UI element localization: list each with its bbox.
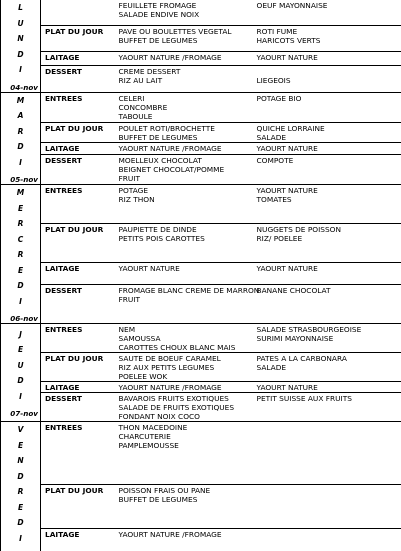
dish-line: LIEGEOIS: [257, 76, 399, 85]
dish-line: YAOURT NATURE: [257, 383, 399, 392]
dish-option-2: [255, 324, 401, 353]
dish-line: PATES A LA CARBONARA: [257, 354, 399, 363]
day-date: 05-nov: [1, 175, 40, 184]
dish-option-1: [107, 52, 255, 66]
course-category: DESSERT: [41, 66, 107, 92]
dish-line: YAOURT NATURE /FROMAGE: [119, 383, 253, 392]
day-label-cell: [1, 92, 41, 185]
dish-option-2: [255, 353, 401, 382]
course-category: PLAT DU JOUR: [41, 224, 107, 263]
dish-line: SALADE ENDIVE NOIX: [119, 10, 253, 19]
dish-option-1: [107, 284, 255, 323]
day-letter: D: [17, 473, 23, 481]
day-name-vertical: [1, 422, 40, 546]
day-letter: M: [17, 97, 24, 105]
dish-line: FRUIT: [119, 174, 253, 183]
menu-row: [1, 284, 401, 323]
dish-option-2: [255, 224, 401, 263]
dish-option-2: [255, 284, 401, 323]
course-category: ENTREES: [41, 185, 107, 224]
dish-line: COMPOTE: [257, 156, 399, 165]
menu-row: [1, 382, 401, 393]
course-category: ENTREES: [41, 92, 107, 122]
dish-option-1: [107, 25, 255, 51]
menu-row: [1, 353, 401, 382]
day-letter: E: [18, 442, 23, 450]
dish-line: PETITS POIS CAROTTES: [119, 234, 253, 243]
course-category: PLAT DU JOUR: [41, 485, 107, 529]
day-letter: D: [17, 51, 23, 59]
course-category: DESSERT: [41, 393, 107, 422]
dish-line: SALADE STRASBOURGEOISE: [257, 325, 399, 334]
dish-line: ROTI FUME: [257, 27, 399, 36]
dish-line: FRUIT: [119, 295, 253, 304]
day-letter: J: [19, 331, 22, 339]
dish-option-2: [255, 0, 401, 25]
dish-line: YAOURT NATURE: [257, 144, 399, 153]
menu-row: [1, 52, 401, 66]
menu-row: [1, 66, 401, 92]
dish-option-2: [255, 485, 401, 529]
dish-line: CREME DESSERT: [119, 67, 253, 76]
dish-line: NEM: [119, 325, 253, 334]
day-letter: A: [18, 112, 24, 120]
dish-option-1: [107, 393, 255, 422]
dish-line: YAOURT NATURE /FROMAGE: [119, 530, 253, 539]
dish-line: THON MACEDOINE: [119, 423, 253, 432]
day-letter: N: [17, 457, 23, 465]
dish-line: CAROTTES CHOUX BLANC MAIS: [119, 343, 253, 352]
course-category: LAITAGE: [41, 143, 107, 154]
dish-line: RIZ AUX PETITS LEGUMES: [119, 363, 253, 372]
dish-option-1: [107, 143, 255, 154]
dish-line: TOMATES: [257, 195, 399, 204]
dish-line: YAOURT NATURE /FROMAGE: [119, 53, 253, 62]
menu-row: [1, 185, 401, 224]
dish-line: HARICOTS VERTS: [257, 36, 399, 45]
dish-option-1: [107, 422, 255, 485]
menu-body: [1, 0, 401, 551]
day-letter: R: [18, 220, 24, 228]
dish-line: OEUF MAYONNAISE: [257, 1, 399, 10]
course-category: LAITAGE: [41, 52, 107, 66]
day-letter: V: [18, 426, 24, 434]
dish-line: YAOURT NATURE: [119, 264, 253, 273]
dish-option-2: [255, 185, 401, 224]
dish-option-2: [255, 25, 401, 51]
dish-line: SAUTE DE BOEUF CARAMEL: [119, 354, 253, 363]
day-letter: I: [19, 66, 22, 74]
dish-line: SAMOUSSA: [119, 334, 253, 343]
dish-option-2: [255, 393, 401, 422]
day-name-vertical: [1, 93, 40, 171]
dish-line: RIZ/ POELEE: [257, 234, 399, 243]
dish-option-1: [107, 528, 255, 551]
day-letter: E: [18, 205, 23, 213]
menu-row: [1, 92, 401, 122]
dish-option-2: [255, 263, 401, 285]
dish-line: [257, 67, 399, 76]
day-letter: E: [18, 267, 23, 275]
dish-option-2: [255, 66, 401, 92]
day-letter: M: [17, 189, 24, 197]
day-letter: U: [17, 362, 23, 370]
dish-line: YAOURT NATURE: [257, 53, 399, 62]
menu-row: [1, 25, 401, 51]
dish-line: BUFFET DE LEGUMES: [119, 495, 253, 504]
day-letter: R: [18, 128, 24, 136]
dish-option-2: [255, 154, 401, 184]
dish-option-1: [107, 485, 255, 529]
day-letter: I: [19, 298, 22, 306]
course-category: PLAT DU JOUR: [41, 353, 107, 382]
dish-option-2: [255, 122, 401, 143]
dish-line: FROMAGE BLANC CREME DE MARRON: [119, 286, 253, 295]
dish-line: POISSON FRAIS OU PANE: [119, 486, 253, 495]
dish-option-1: [107, 66, 255, 92]
day-label-cell: [1, 422, 41, 551]
dish-line: SURIMI MAYONNAISE: [257, 334, 399, 343]
menu-row: [1, 528, 401, 551]
dish-line: YAOURT NATURE /FROMAGE: [119, 144, 253, 153]
day-letter: R: [18, 488, 24, 496]
day-letter: D: [17, 377, 23, 385]
day-label-cell: [1, 185, 41, 324]
menu-row: [1, 324, 401, 353]
day-date: 07-nov: [1, 409, 40, 418]
course-category: LAITAGE: [41, 528, 107, 551]
dish-line: POTAGE: [119, 186, 253, 195]
dish-line: BANANE CHOCOLAT: [257, 286, 399, 295]
day-letter: I: [19, 159, 22, 167]
day-date: 06-nov: [1, 314, 40, 323]
day-letter: N: [17, 35, 23, 43]
dish-line: MOELLEUX CHOCOLAT: [119, 156, 253, 165]
dish-option-1: [107, 0, 255, 25]
day-letter: E: [18, 504, 23, 512]
course-category: ENTREES: [41, 422, 107, 485]
dish-option-1: [107, 154, 255, 184]
menu-row: [1, 422, 401, 485]
dish-option-2: [255, 143, 401, 154]
day-letter: I: [19, 393, 22, 401]
dish-line: FEUILLETE FROMAGE: [119, 1, 253, 10]
dish-line: POELEE WOK: [119, 372, 253, 381]
dish-option-1: [107, 263, 255, 285]
day-label-cell: [1, 0, 41, 92]
course-category: PLAT DU JOUR: [41, 25, 107, 51]
menu-row: [1, 263, 401, 285]
dish-line: POTAGE BIO: [257, 94, 399, 103]
dish-line: BUFFET DE LEGUMES: [119, 133, 253, 142]
dish-line: RIZ AU LAIT: [119, 76, 253, 85]
course-category: [41, 0, 107, 25]
menu-row: [1, 143, 401, 154]
day-letter: R: [18, 251, 24, 259]
dish-option-1: [107, 382, 255, 393]
menu-row: [1, 485, 401, 529]
dish-line: SALADE DE FRUITS EXOTIQUES: [119, 403, 253, 412]
course-category: ENTREES: [41, 324, 107, 353]
dish-option-2: [255, 528, 401, 551]
dish-line: FONDANT NOIX COCO: [119, 412, 253, 421]
dish-line: TABOULE: [119, 112, 253, 121]
dish-line: CHARCUTERIE: [119, 432, 253, 441]
dish-line: PAMPLEMOUSSE: [119, 441, 253, 450]
dish-line: BEIGNET CHOCOLAT/POMME: [119, 165, 253, 174]
day-name-vertical: [1, 185, 40, 309]
dish-option-1: [107, 224, 255, 263]
course-category: PLAT DU JOUR: [41, 122, 107, 143]
dish-line: RIZ THON: [119, 195, 253, 204]
day-name-vertical: [1, 0, 40, 78]
dish-line: BAVAROIS FRUITS EXOTIQUES: [119, 394, 253, 403]
dish-line: CONCOMBRE: [119, 103, 253, 112]
dish-line: SALADE: [257, 363, 399, 372]
day-letter: U: [17, 20, 23, 28]
day-label-cell: [1, 324, 41, 422]
dish-line: PAVE OU BOULETTES VEGETAL: [119, 27, 253, 36]
dish-option-1: [107, 324, 255, 353]
day-letter: D: [17, 519, 23, 527]
day-letter: D: [17, 282, 23, 290]
dish-line: NUGGETS DE POISSON: [257, 225, 399, 234]
menu-row: [1, 393, 401, 422]
dish-option-1: [107, 353, 255, 382]
dish-line: QUICHE LORRAINE: [257, 124, 399, 133]
course-category: DESSERT: [41, 284, 107, 323]
dish-option-2: [255, 92, 401, 122]
dish-line: SALADE: [257, 133, 399, 142]
dish-option-1: [107, 185, 255, 224]
course-category: LAITAGE: [41, 382, 107, 393]
menu-row: [1, 122, 401, 143]
day-date: 04-nov: [1, 83, 40, 92]
course-category: LAITAGE: [41, 263, 107, 285]
day-letter: L: [18, 4, 23, 12]
day-letter: I: [19, 535, 22, 543]
dish-line: POULET ROTI/BROCHETTE: [119, 124, 253, 133]
dish-option-2: [255, 52, 401, 66]
dish-option-1: [107, 92, 255, 122]
day-name-vertical: [1, 327, 40, 405]
dish-line: PAUPIETTE DE DINDE: [119, 225, 253, 234]
day-letter: D: [17, 143, 23, 151]
dish-line: CELERI: [119, 94, 253, 103]
dish-line: YAOURT NATURE: [257, 264, 399, 273]
dish-line: BUFFET DE LEGUMES: [119, 36, 253, 45]
dish-line: YAOURT NATURE: [257, 186, 399, 195]
day-letter: E: [18, 346, 23, 354]
dish-option-2: [255, 382, 401, 393]
menu-row: [1, 0, 401, 25]
menu-row: [1, 224, 401, 263]
dish-option-2: [255, 422, 401, 485]
menu-row: [1, 154, 401, 184]
day-letter: C: [18, 236, 24, 244]
course-category: DESSERT: [41, 154, 107, 184]
dish-option-1: [107, 122, 255, 143]
dish-line: PETIT SUISSE AUX FRUITS: [257, 394, 399, 403]
